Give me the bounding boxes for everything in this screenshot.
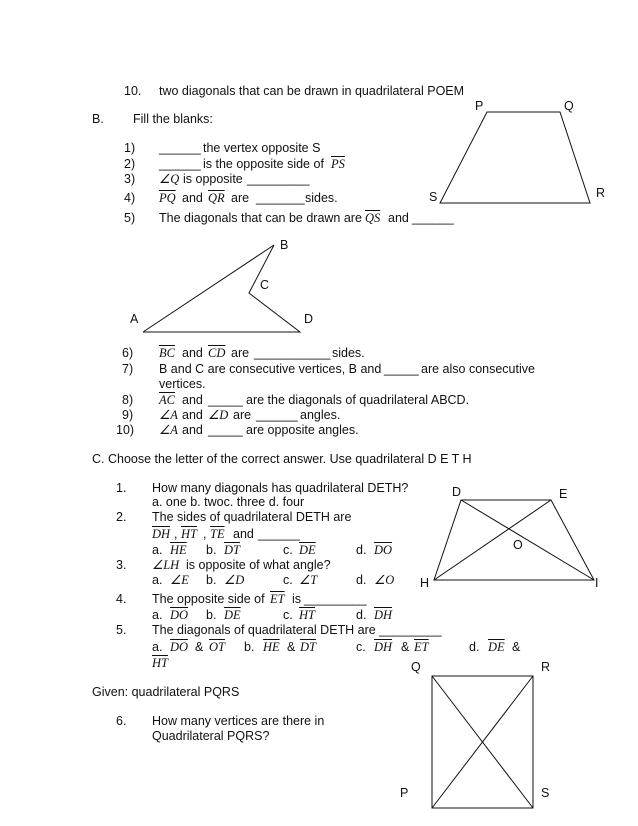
b9-symbol-2: ∠D (208, 408, 229, 422)
c2-and: and (233, 527, 254, 541)
rect-label-p: P (400, 786, 409, 800)
b2-symbol: $\overline{PS}$ (331, 157, 345, 171)
g6-number: 6. (116, 714, 127, 728)
b3-blank: _________ (247, 172, 310, 186)
c5-number: 5. (116, 623, 127, 637)
b10-number: 10) (116, 423, 135, 437)
b4-symbol-1: $\overline{PQ}$ (159, 191, 176, 205)
b2-text: is the opposite side of (203, 157, 324, 171)
b9-are: are (233, 408, 252, 422)
c4-opt-d-letter: d. (356, 608, 367, 622)
c5-opt-d-amp: & (512, 640, 521, 654)
b1-number: 1) (124, 141, 136, 155)
c4-text: The opposite side of (152, 592, 265, 606)
section-b-letter: B. (92, 112, 104, 126)
c5-opt-c-1: $\overline{DH}$ (374, 640, 393, 654)
deth-label-i: I (595, 576, 599, 590)
deth-label-h: H (420, 576, 430, 590)
c2-text: The sides of quadrilateral DETH are (152, 510, 352, 524)
b10-blank: _____ (208, 423, 243, 437)
b9-number: 9) (122, 408, 134, 422)
c2-blank: ______ (258, 527, 300, 541)
b6-symbol-1: $\overline{BC}$ (159, 346, 175, 360)
trapezoid-pqrs-figure (440, 112, 590, 203)
abcd-label-a: A (130, 312, 139, 326)
c1-text: How many diagonals has quadrilateral DETH? (152, 481, 409, 495)
b5-blank: ______ (412, 211, 454, 225)
b8-tail: are the diagonals of quadrilateral ABCD. (246, 393, 470, 407)
c4-opt-b-letter: b. (206, 608, 217, 622)
c4-is: is (292, 592, 302, 606)
given-text: Given: quadrilateral PQRS (92, 685, 240, 699)
b6-tail: sides. (332, 346, 365, 360)
b1-blank: ______ (159, 141, 201, 155)
g6-line-1: How many vertices are there in (152, 714, 325, 728)
c3-number: 3. (116, 558, 127, 572)
b2-blank: ______ (159, 157, 201, 171)
c5-opt-d-2: $\overline{HT}$ (152, 656, 168, 670)
c4-number: 4. (116, 592, 127, 606)
c2-opt-b: $\overline{DT}$ (224, 543, 240, 557)
trap-label-p: P (475, 99, 484, 113)
b3-number: 3) (124, 172, 136, 186)
b9-tail: angles. (300, 408, 341, 422)
c5-blank: _________ (379, 623, 442, 637)
c2-opt-d: $\overline{DO}$ (374, 543, 393, 557)
c5-opt-a-amp: & (195, 640, 204, 654)
b8-and: and (182, 393, 203, 407)
b3-text: is opposite (183, 172, 243, 186)
deth-label-e: E (559, 487, 568, 501)
b5-and: and (388, 211, 409, 225)
c5-opt-b-amp: & (287, 640, 296, 654)
b7-tail: are also consecutive (421, 362, 535, 376)
c2-number: 2. (116, 510, 127, 524)
deth-label-o: O (513, 538, 523, 552)
b5-text: The diagonals that can be drawn are (159, 211, 362, 225)
c5-opt-b-2: $\overline{DT}$ (300, 640, 316, 654)
c1-options: a. one b. twoc. three d. four (152, 495, 305, 509)
c5-opt-b-letter: b. (244, 640, 255, 654)
b4-tail: sides. (305, 191, 338, 205)
c3-opt-c-letter: c. (283, 573, 293, 587)
abcd-label-c: C (260, 278, 270, 292)
c3-opt-d-letter: d. (356, 573, 367, 587)
b7-number: 7) (122, 362, 134, 376)
c2-comma-1: , (174, 527, 178, 541)
b4-symbol-2: $\overline{QR}$ (208, 191, 225, 205)
c5-opt-c-amp: & (401, 640, 410, 654)
abcd-label-b: B (280, 238, 289, 252)
b7-blank: _____ (384, 362, 419, 376)
c5-opt-a-1: $\overline{DO}$ (170, 640, 189, 654)
c5-opt-a-letter: a. (152, 640, 163, 654)
b4-number: 4) (124, 191, 136, 205)
c3-opt-a: ∠E (170, 573, 189, 587)
b8-blank: _____ (208, 393, 243, 407)
c5-opt-b-1: $\overline{HE}$ (263, 640, 280, 654)
c5-opt-a-2: $\overline{OT}$ (209, 640, 225, 654)
b8-symbol: $\overline{AC}$ (159, 393, 175, 407)
section-b-heading: Fill the blanks: (133, 112, 213, 126)
b6-symbol-2: $\overline{CD}$ (208, 346, 226, 360)
c4-opt-a-letter: a. (152, 608, 163, 622)
trap-label-q: Q (564, 99, 574, 113)
b2-number: 2) (124, 157, 136, 171)
g6-line-2: Quadrilateral PQRS? (152, 729, 270, 743)
c2-comma-2: , (203, 527, 207, 541)
b6-blank: ___________ (254, 346, 331, 360)
b5-number: 5) (124, 211, 136, 225)
b6-are: are (231, 346, 250, 360)
b6-number: 6) (122, 346, 134, 360)
c5-text: The diagonals of quadrilateral DETH are (152, 623, 376, 637)
b9-and: and (182, 408, 203, 422)
c3-opt-b-letter: b. (206, 573, 217, 587)
c4-opt-b: $\overline{DE}$ (224, 608, 241, 622)
b4-blank: _______ (256, 191, 305, 205)
trap-label-r: R (596, 186, 606, 200)
c4-opt-d: $\overline{DH}$ (374, 608, 393, 622)
c5-opt-d-letter: d. (469, 640, 480, 654)
b7-text: B and C are consecutive vertices, B and (159, 362, 382, 376)
b10-and: and (182, 423, 203, 437)
b9-blank: ______ (256, 408, 298, 422)
b8-number: 8) (122, 393, 134, 407)
b1-text: the vertex opposite S (203, 141, 321, 155)
c4-opt-a: $\overline{DO}$ (170, 608, 189, 622)
b10-tail: are opposite angles. (246, 423, 359, 437)
c4-opt-c-letter: c. (283, 608, 293, 622)
c2-opt-c-letter: c. (283, 543, 293, 557)
c2-opt-d-letter: d. (356, 543, 367, 557)
c5-opt-c-2: $\overline{ET}$ (414, 640, 429, 654)
c4-blank: _________ (304, 592, 367, 606)
c1-number: 1. (116, 481, 127, 495)
c2-side-3: $\overline{TE}$ (210, 527, 225, 541)
b6-and: and (182, 346, 203, 360)
q10-number: 10. (124, 84, 142, 98)
b5-symbol: $\overline{QS}$ (365, 211, 381, 225)
c2-opt-a: $\overline{HE}$ (170, 543, 187, 557)
section-c-heading: C. Choose the letter of the correct answer. Use quadrilateral D E T H (92, 452, 472, 466)
rectangle-pqrs-figure (432, 676, 533, 808)
c4-opt-c: $\overline{HT}$ (299, 608, 315, 622)
rect-label-q: Q (411, 660, 421, 674)
b7-line-2: vertices. (159, 377, 206, 391)
c2-side-2: $\overline{HT}$ (181, 527, 197, 541)
c3-text: is opposite of what angle? (186, 558, 331, 572)
c3-symbol: ∠LH (152, 558, 180, 572)
q10-text: two diagonals that can be drawn in quadrilateral POEM (159, 84, 465, 98)
c5-opt-d-1: $\overline{DE}$ (488, 640, 505, 654)
c2-opt-c: $\overline{DE}$ (299, 543, 316, 557)
c2-opt-b-letter: b. (206, 543, 217, 557)
deth-label-d: D (452, 485, 462, 499)
trap-label-s: S (429, 190, 438, 204)
c3-opt-a-letter: a. (152, 573, 163, 587)
c3-opt-d: ∠O (374, 573, 395, 587)
c3-opt-b: ∠D (224, 573, 245, 587)
b4-are: are (231, 191, 250, 205)
c2-opt-a-letter: a. (152, 543, 163, 557)
b10-symbol: ∠A (159, 423, 178, 437)
rect-label-s: S (541, 786, 550, 800)
rect-label-r: R (541, 660, 551, 674)
c2-side-1: $\overline{DH}$ (152, 527, 171, 541)
b9-symbol-1: ∠A (159, 408, 178, 422)
b4-and: and (182, 191, 203, 205)
b3-symbol: ∠Q (159, 172, 180, 186)
c4-symbol: $\overline{ET}$ (270, 592, 285, 606)
c5-opt-c-letter: c. (356, 640, 366, 654)
abcd-label-d: D (304, 312, 314, 326)
concave-abcd-figure (143, 245, 300, 332)
c3-opt-c: ∠T (299, 573, 318, 587)
